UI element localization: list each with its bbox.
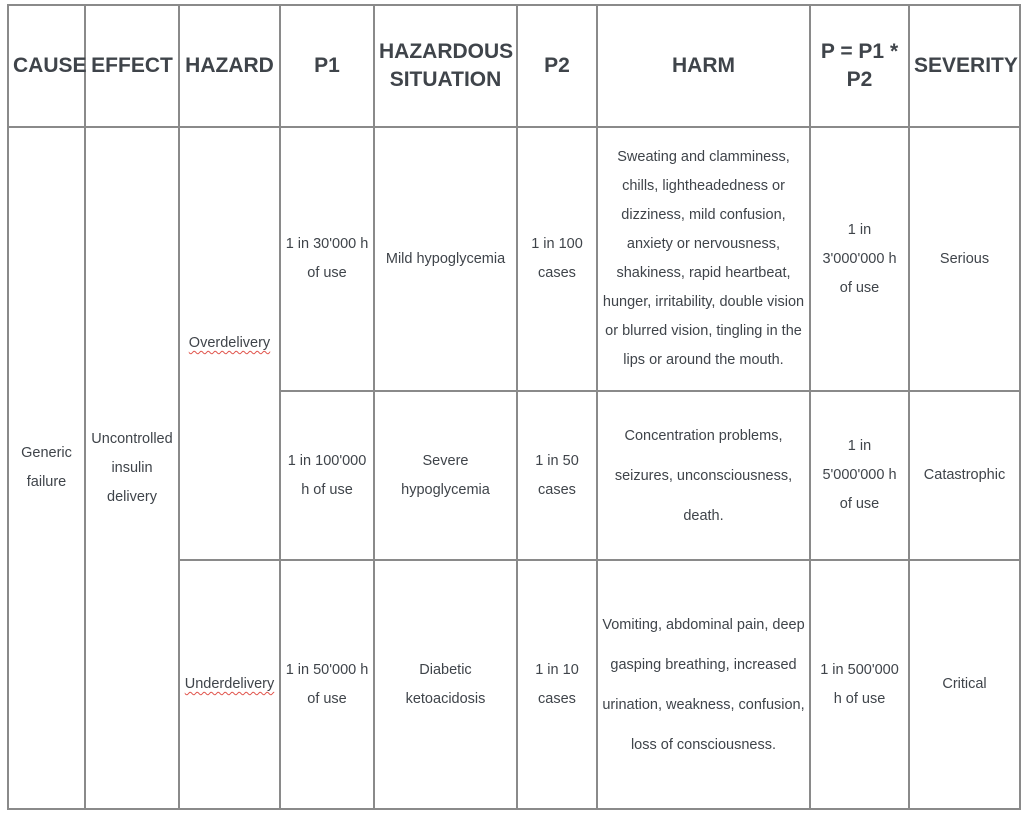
p1-cell: 1 in 30'000 h of use xyxy=(280,127,374,391)
p1-cell: 1 in 50'000 h of use xyxy=(280,560,374,809)
header-row xyxy=(8,5,1020,127)
hazard-cell xyxy=(179,127,280,560)
header-p1: P1 xyxy=(280,5,374,127)
situation-cell xyxy=(374,391,517,560)
harm-cell: Concentration problems, seizures, unconsciousness, death. xyxy=(597,391,810,560)
p1-cell: 1 in 100'000 h of use xyxy=(280,391,374,560)
severity-cell: Critical xyxy=(909,560,1020,809)
situation-cell xyxy=(374,127,517,391)
header-cause: CAUSE xyxy=(8,5,85,127)
effect-cell xyxy=(85,127,179,809)
header-p2: P2 xyxy=(517,5,597,127)
cause-text: Generic failure xyxy=(21,445,72,490)
p-cell: 1 in 5'000'000 h of use xyxy=(810,391,909,560)
severity-cell: Serious xyxy=(909,127,1020,391)
header-severity: SEVERITY xyxy=(909,5,1020,127)
situation-text: Mild hypoglycemia xyxy=(385,250,506,267)
header-effect: EFFECT xyxy=(85,5,179,127)
harm-cell: Vomiting, abdominal pain, deep gasping breathing, increased urination, weakness, confusion, loss of consciousness. xyxy=(597,560,810,809)
situation-text: Diabetic ketoacidosis xyxy=(405,661,486,707)
header-hazard: HAZARD xyxy=(179,5,280,127)
table-row xyxy=(8,127,1020,391)
p-cell: 1 in 500'000 h of use xyxy=(810,560,909,809)
hazard-underdelivery: Underdelivery xyxy=(184,676,275,692)
situation-text: Severe hypoglycemia xyxy=(401,452,490,498)
p2-cell: 1 in 50 cases xyxy=(517,391,597,560)
p-cell: 1 in 3'000'000 h of use xyxy=(810,127,909,391)
header-harm: HARM xyxy=(597,5,810,127)
hazard-cell xyxy=(179,560,280,809)
cause-cell xyxy=(8,127,85,809)
hazard-overdelivery: Overdelivery xyxy=(188,335,271,351)
situation-cell xyxy=(374,560,517,809)
harm-cell: Sweating and clamminess, chills, lightheadedness or dizziness, mild confusion, anxiety or nervousness, shakiness, rapid heartbeat, hunger, irritability, double vision or blurred vision, tingling in the lips or around the mouth. xyxy=(597,127,810,391)
severity-cell: Catastrophic xyxy=(909,391,1020,560)
p2-cell: 1 in 100 cases xyxy=(517,127,597,391)
effect-text: Uncontrolled insulin delivery xyxy=(91,430,173,505)
risk-analysis-table xyxy=(7,4,1021,810)
header-hazardous-situation: HAZARDOUS SITUATION xyxy=(374,5,517,127)
header-p: P = P1 * P2 xyxy=(810,5,909,127)
p2-cell: 1 in 10 cases xyxy=(517,560,597,809)
